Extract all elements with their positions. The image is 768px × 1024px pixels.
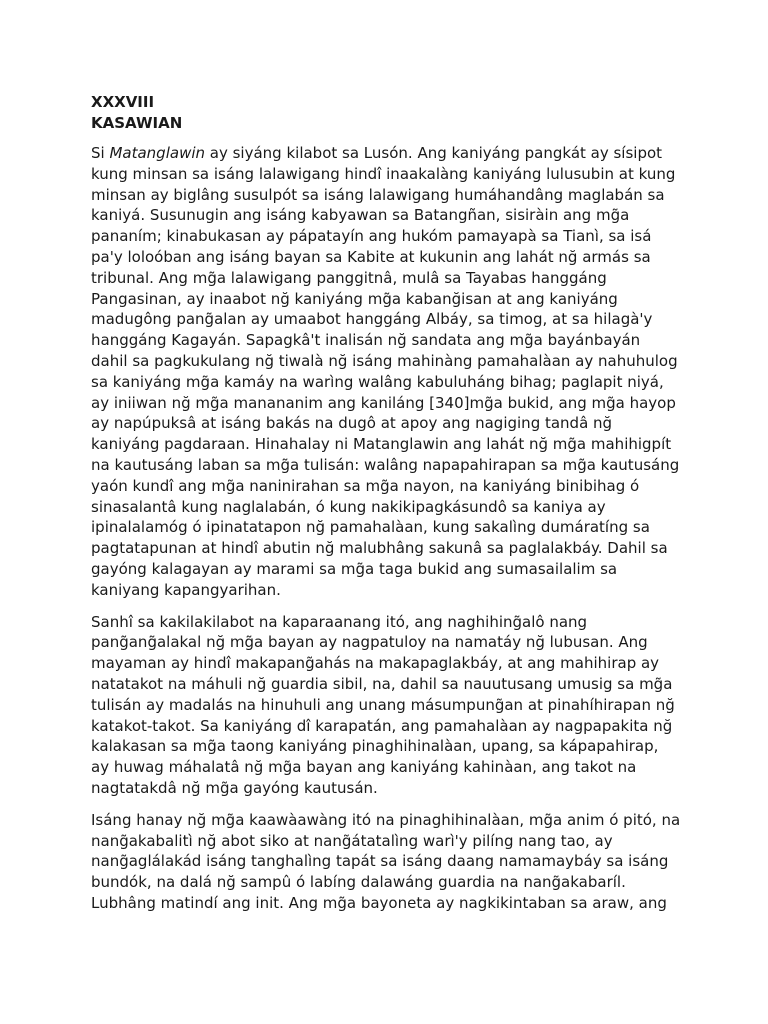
paragraph-2: [91, 612, 681, 799]
paragraph-1-prefix: Si: [91, 144, 110, 162]
chapter-title: KASAWIAN: [91, 114, 183, 132]
paragraph-3-text: Isáng hanay nğ mg̃a kaawàawàng itó na pinaghihinalàan, mg̃a anim ó pitó, na nang̃akabalitì nğ abot siko at nang̃átatalìng warì'y pilíng nang tao, ay nang̃aglálakád isáng tanghalìng tapát sa isáng daang namamaybáy sa isáng bundók, na dalá nğ sampû ó labíng dalawáng guardia na nang̃akabaríl. Lubhâng matindí ang init. Ang mg̃a bayoneta ay nagkikintaban sa araw, ang: [91, 810, 681, 912]
paragraph-1: [91, 143, 681, 601]
paragraph-1-italic-name: Matanglawin: [109, 144, 206, 162]
paragraph-1-text: ay siyáng kilabot sa Lusón. Ang kaniyáng pangkát ay sísipot kung minsan sa isáng lalawigang hindî inaakalàng kaniyáng lulusubin at kung minsan ay biglâng susulpót sa isáng lalawigang humáhandâng maglabán sa kaniyá. Susunugin ang isáng kabyawan sa Batangñan, sisiràin ang mg̃a pananím; kinabukasan ay pápatayín ang hukóm pamayapà sa Tianì, sa isá pa'y loloóban ang isáng bayan sa Kabite at kukunin ang lahát nğ armás sa tribunal. Ang mg̃a lalawigang panggitnâ, mulâ sa Tayabas hanggáng Pangasinan, ay inaabot nğ kaniyáng mg̃a kabanğisan at ang kaniyáng madugông pang̃alan ay umaabot hanggáng Albáy, sa timog, at sa hilagà'y hanggáng Kagayán. Sapagkâ't inalisán nğ sandata ang mg̃a bayánbayán dahil sa pagkukulang nğ tiwalà nğ isáng mahinàng pamahalàan ay nahuhulog sa kaniyáng mg̃a kamáy na warìng walâng kabuluháng bihag; paglapit niyá, ay iniiwan nğ mg̃a manananim ang kaniláng [340]mg̃a bukid, ang mg̃a hayop ay napúpuksâ at isáng bakás na dugô at apoy ang nagiging tandâ nğ kaniyáng pagdaraan. Hinahalay ni Matanglawin ang lahát nğ mg̃a mahihigpít na kautusáng laban sa mg̃a tulisán: walâng napapahirapan sa mg̃a kautusáng yaón kundî ang mg̃a naninirahan sa mg̃a nayon, na kaniyáng binibihag ó sinasalantâ kung naglalabán, ó kung nakikipagkásundô sa kaniya ay ipinalalamóg ó ipinatatapon nğ pamahalàan, kung sakalìng dumáratíng sa pagtatapunan at hindî abutin nğ malubhâng sakunâ sa paglalakbáy. Dahil sa gayóng kalagayan ay marami sa mg̃a taga bukid ang sumasailalim sa kaniyang kapangyarihan.: [91, 144, 680, 599]
chapter-number: XXXVIII: [91, 93, 155, 111]
paragraph-2-text: Sanhî sa kakilakilabot na kaparaanang itó, ang naghihing̃alô nang pang̃ang̃alakal nğ mg̃a bayan ay nagpatuloy na namatáy nğ lubusan. Ang mayaman ay hindî makapang̃ahás na makapaglakbáy, at ang mahihirap ay natatakot na máhuli nğ guardia sibil, na, dahil sa nauutusang umusig sa mg̃a tulisán ay madalás na hinuhuli ang unang másumpung̃an at pinahíhirapan nğ katakot-takot. Sa kaniyáng dî karapatán, ang pamahalàan ay nagpapakita nğ kalakasan sa mg̃a taong kaniyáng pinaghihinalàan, upang, sa kápapahirap, ay huwag máhalatâ nğ mg̃a bayan ang kaniyáng kahinàan, ang takot na nagtatakdâ nğ mg̃a gayóng kautusán.: [91, 612, 675, 797]
paragraph-3: [91, 810, 681, 914]
document-page: [91, 92, 681, 925]
